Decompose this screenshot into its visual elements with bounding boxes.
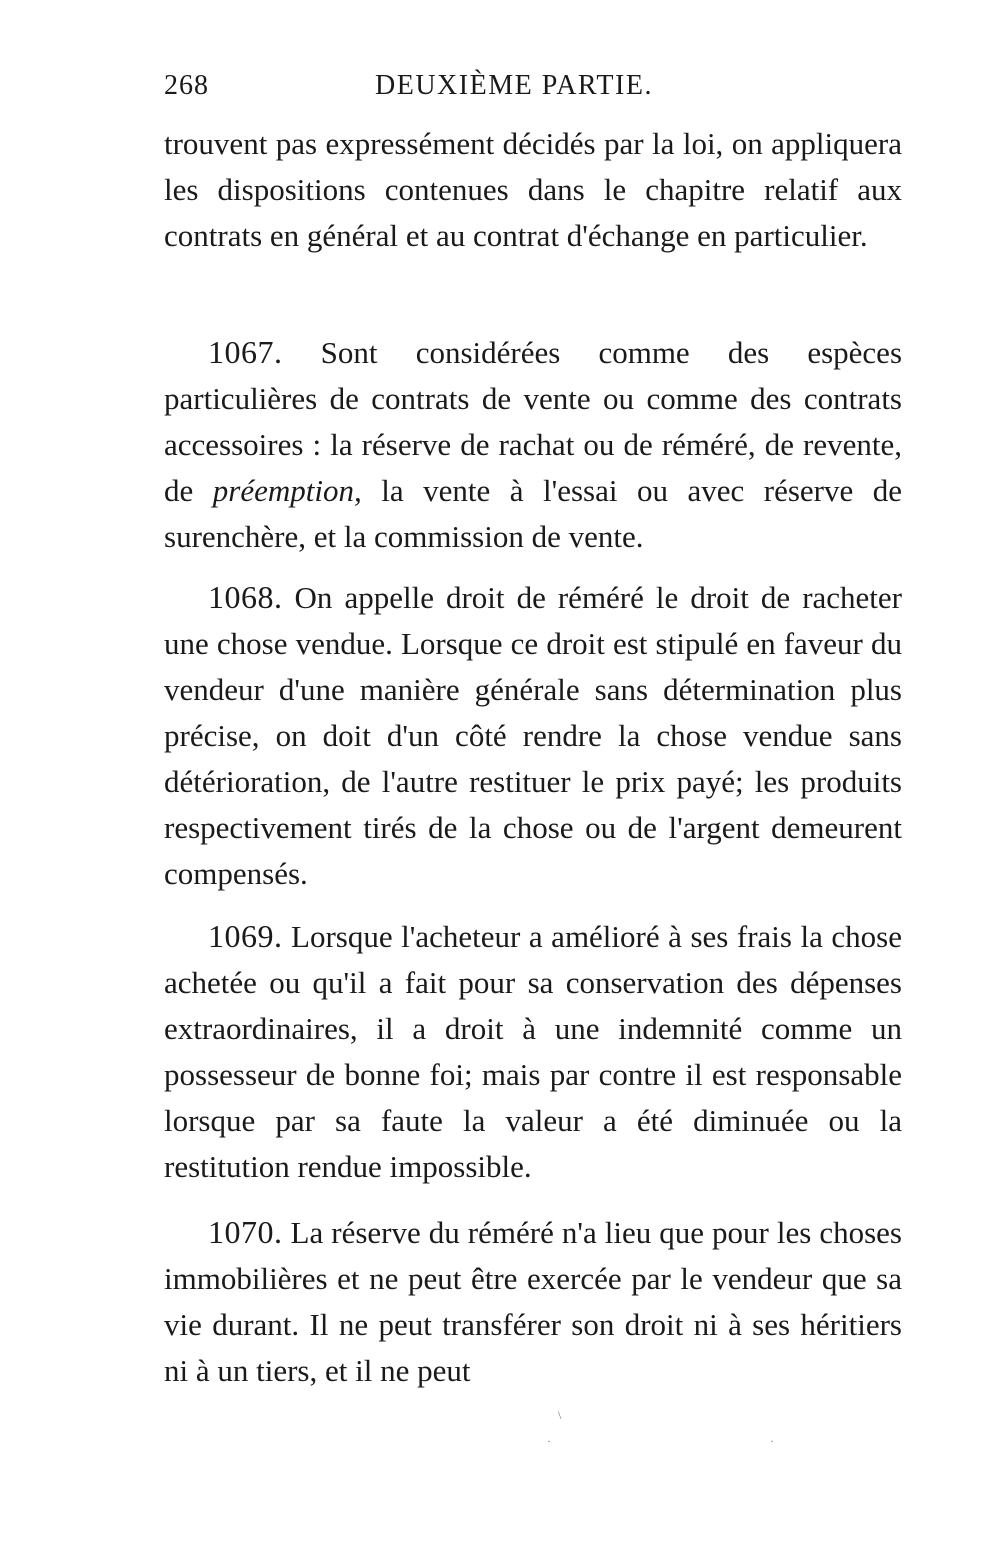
article-text: Lorsque l'acheteur a amélioré à ses frais la chose achetée ou qu'il a fait pour sa conservation des dépenses extraordinaires, il a droit à une indemnité comme un possesseur de bonne foi; mais par contre il est responsable lorsque par sa faute la valeur a été diminuée ou la restitution rendue impossible. <box>164 919 903 1184</box>
continuation-paragraph: trouvent pas expressément décidés par la loi, on appliquera les dispositions contenues dans le chapitre relatif aux contrats en général et au contrat d'échange en particulier. <box>164 126 902 253</box>
running-head: DEUXIÈME PARTIE. <box>375 70 653 101</box>
article-number: 1067. <box>208 334 283 370</box>
article-italic-term: préemption, <box>212 473 362 508</box>
print-speck: · <box>547 1434 551 1448</box>
article-number: 1070. <box>208 1214 283 1250</box>
article-1067 <box>164 329 902 560</box>
article-1070 <box>164 1209 902 1394</box>
page-header <box>160 70 905 110</box>
article-text: La réserve du réméré n'a lieu que pour les choses immobilières et ne peut être exercée par le vendeur que sa vie durant. Il ne peut transférer son droit ni à ses héritiers ni à un tiers, et il ne peut <box>164 1215 902 1388</box>
page-number: 268 <box>164 70 209 101</box>
article-1068 <box>164 574 902 897</box>
article-1069 <box>164 913 902 1190</box>
article-text-continued: la vente à l'essai ou avec réserve de surenchère, et la commission de vente. <box>164 473 902 554</box>
print-speck: · <box>770 1434 774 1448</box>
article-text: On appelle droit de réméré le droit de racheter une chose vendue. Lorsque ce droit est stipulé en faveur du vendeur d'une manière générale sans détermination plus précise, on doit d'un côté rendre la chose vendue sans détérioration, de l'autre restituer le prix payé; les produits respectivement tirés de la chose ou de l'argent demeurent compensés. <box>164 580 902 891</box>
print-speck: \ <box>558 1408 562 1422</box>
article-number: 1069. <box>208 918 283 954</box>
article-number: 1068. <box>208 579 283 615</box>
article-text: Sont considérées comme des espèces particulières de contrats de vente ou comme des contrats accessoires : la réserve de rachat ou de réméré, de revente, de <box>164 335 903 508</box>
